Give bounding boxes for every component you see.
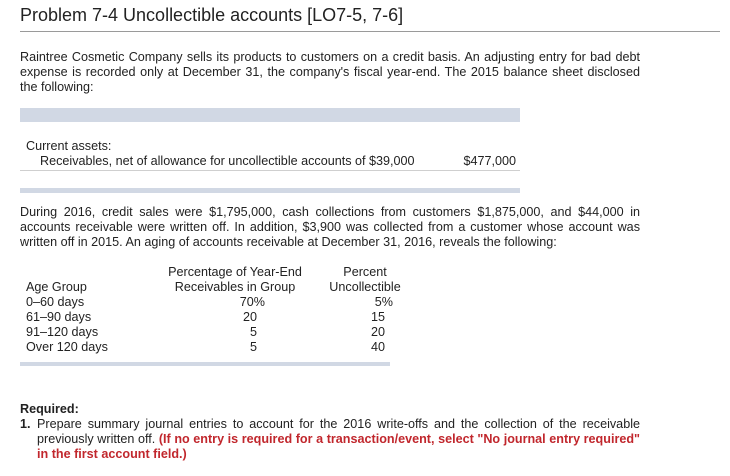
table-row-age: 61–90 days bbox=[26, 310, 92, 324]
problem-title: Problem 7-4 Uncollectible accounts [LO7-5, 7-6] bbox=[20, 5, 404, 25]
required-item bbox=[20, 417, 640, 462]
row-divider bbox=[20, 170, 520, 188]
required-section bbox=[20, 402, 640, 462]
table-row-pct-uncollectible: 5% bbox=[374, 295, 393, 309]
col-pct-receivables-header-2: Receivables in Group bbox=[174, 280, 296, 294]
required-item-note: (If no entry is required for a transaction/event, select "No journal entry required" in the first account field.) bbox=[37, 432, 641, 461]
table-row-pct-receivables: 5 bbox=[249, 325, 257, 339]
required-item-number: 1. bbox=[20, 417, 31, 431]
current-assets-heading: Current assets: bbox=[26, 139, 112, 153]
table-row-age: 91–120 days bbox=[26, 325, 99, 339]
col-pct-receivables-header-1: Percentage of Year-End bbox=[168, 265, 302, 279]
table-header-bar bbox=[20, 108, 520, 122]
table-row-pct-receivables: 70% bbox=[239, 295, 265, 309]
table-row-age: 0–60 days bbox=[26, 295, 85, 309]
aging-table bbox=[20, 262, 401, 358]
aging-table-footer-bar bbox=[20, 362, 390, 366]
receivables-label: Receivables, net of allowance for uncollectible accounts of $39,000 bbox=[40, 154, 415, 168]
col-pct-uncollectible-header-2: Uncollectible bbox=[329, 280, 401, 294]
table-row-pct-uncollectible: 40 bbox=[370, 340, 385, 354]
receivables-value: $477,000 bbox=[463, 154, 516, 168]
balance-sheet-table bbox=[20, 108, 520, 193]
col-age-group-header: Age Group bbox=[26, 280, 87, 294]
intro-paragraph: Raintree Cosmetic Company sells its products to customers on a credit basis. An adjusting entry for bad debt expense is recorded only at December 31, the company's fiscal year-end. The 2015 balance sheet disclosed the following: bbox=[20, 50, 640, 94]
required-item-text: Prepare summary journal entries to account for the 2016 write-offs and the collection of the receivable previously written off. bbox=[37, 417, 640, 446]
receivables-row bbox=[20, 154, 520, 169]
table-row-pct-uncollectible: 15 bbox=[370, 310, 385, 324]
table-footer-bar bbox=[20, 188, 520, 193]
table-row-pct-uncollectible: 20 bbox=[370, 325, 385, 339]
during-2016-paragraph: During 2016, credit sales were $1,795,000, cash collections from customers $1,875,000, and $44,000 in accounts receivable were written off. In addition, $3,900 was collected from a customer whose account was written off in 2015. An aging of accounts receivable at December 31, 2016, reveals the following: bbox=[20, 205, 640, 249]
title-divider bbox=[20, 31, 720, 32]
table-row-pct-receivables: 20 bbox=[242, 310, 257, 324]
col-pct-uncollectible-header-1: Percent bbox=[343, 265, 387, 279]
table-row-pct-receivables: 5 bbox=[249, 340, 257, 354]
required-heading: Required: bbox=[20, 402, 79, 416]
table-row-age: Over 120 days bbox=[26, 340, 108, 354]
